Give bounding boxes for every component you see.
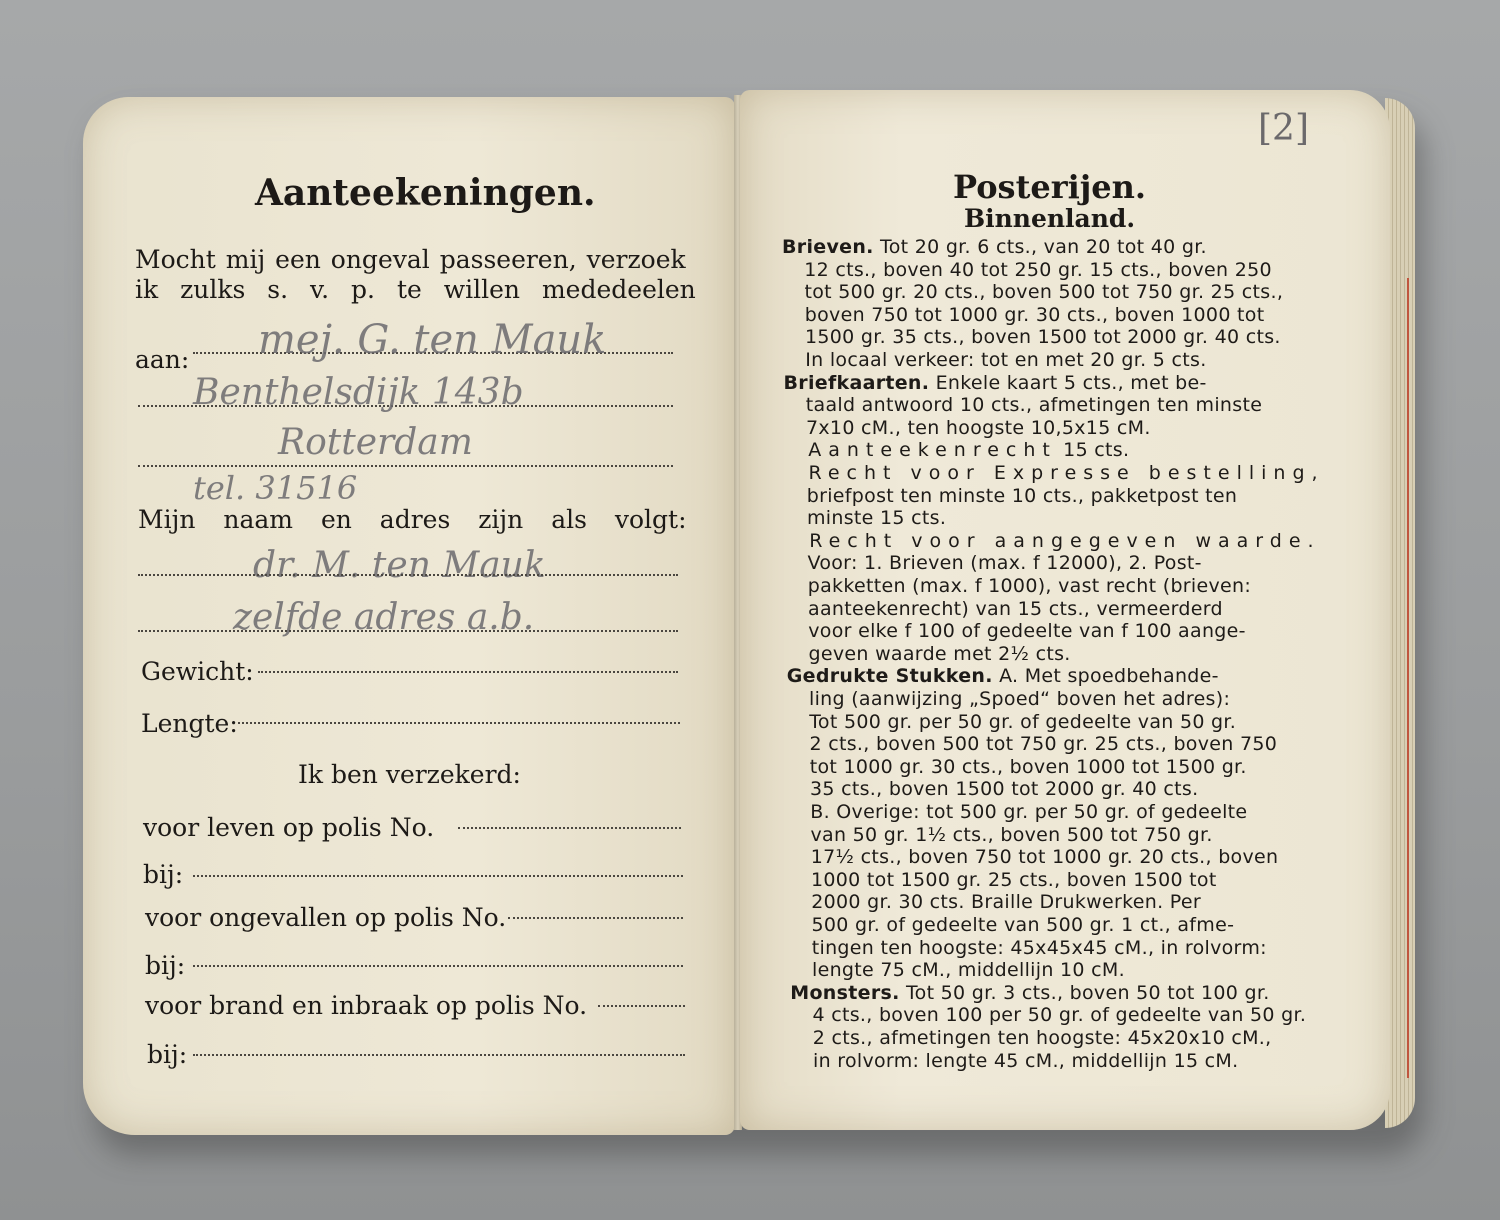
rate-text: tot 500 gr. 20 cts., boven 500 tot 750 gr. 25 cts., [804,281,1284,304]
naam-adres-label: Mijn naam en adres zijn als volgt: [138,505,687,534]
rate-text: 15 cts. [1056,439,1130,462]
rate-line [810,756,1247,778]
rate-text: boven 750 tot 1000 gr. 30 cts., boven 1000 tot [804,303,1265,326]
rate-text: ling (aanwijzing „Spoed“ boven het adres): [809,688,1231,710]
rate-text: 1000 tot 1500 gr. 25 cts., boven 1500 tot [811,868,1217,891]
rate-text: 7x10 cM., ten hoogste 10,5x15 cM. [806,416,1151,439]
rate-line [805,304,1265,326]
rate-text: A. Met spoedbehande- [992,665,1219,688]
rate-line [812,959,1125,981]
rate-heading: Briefkaarten. [783,371,930,394]
lengte-label: Lengte: [141,709,238,738]
lengte-line [238,722,680,724]
bij-label-3: bij: [147,1040,188,1069]
rate-line [809,711,1236,733]
rate-text: geven waarde met 2½ cts. [808,642,1071,665]
rate-line [808,552,1202,574]
ongevallen-label: voor ongevallen op polis No. [145,903,507,932]
handwritten-name: mej. G. ten Mauk [258,317,607,363]
rate-text: Voor: 1. Brieven (max. f 12000), 2. Post- [807,552,1202,575]
naam-line-1 [138,574,678,576]
rate-line [812,937,1267,959]
rate-heading: Brieven. [782,236,874,258]
naam-line-2 [138,630,678,632]
rate-text: Tot 50 gr. 3 cts., boven 50 tot 100 gr. [899,981,1270,1004]
rate-text: 2 cts., afmetingen ten hoogste: 45x20x10 cM., [812,1027,1272,1049]
rate-text: briefpost ten minste 10 cts., pakketpost ten [806,484,1238,507]
rate-line [808,620,1246,642]
rate-text: aanteekenrecht) van 15 cts., vermeerderd [808,597,1223,620]
rate-line [813,1027,1272,1049]
rate-line [782,236,1207,258]
rate-line [811,824,1213,846]
rate-line [805,349,1206,371]
rate-line [806,394,1262,416]
bij-line-1 [193,875,683,877]
rate-line [809,643,1071,665]
rate-text: tot 1000 gr. 30 cts., boven 1000 tot 1500 gr. [809,755,1247,778]
rate-line [811,891,1201,913]
aan-line-3 [138,465,673,467]
rate-line [813,1050,1238,1072]
rate-text: tingen ten hoogste: 45x45x45 cM., in rolvorm: [811,936,1267,959]
rate-text: In locaal verkeer: tot en met 20 gr. 5 cts. [805,349,1207,371]
rate-line [807,507,946,529]
rate-text: 500 gr. of gedeelte van 500 gr. 1 ct., afme- [811,914,1235,936]
rate-text: 2000 gr. 30 cts. Braille Drukwerken. Per [811,891,1201,914]
red-edge-line [1407,278,1409,1078]
rate-heading: Monsters. [790,981,900,1004]
rate-line [787,665,1219,687]
gewicht-line [258,671,678,673]
rate-line [811,869,1217,891]
rate-line [812,914,1235,936]
rate-text: 17½ cts., boven 750 tot 1000 gr. 20 cts., boven [810,846,1279,869]
verzekerd-label: Ik ben verzekerd: [298,760,521,789]
rate-text: 2 cts., boven 500 tot 750 gr. 25 cts., boven 750 [809,733,1278,756]
handwritten-city: Rotterdam [278,422,473,463]
rate-text: pakketten (max. f 1000), vast recht (brieven: [807,575,1252,597]
rate-line [807,485,1238,507]
left-title: Aanteekeningen. [255,172,596,214]
rate-spaced-heading: Aanteekenrecht [808,439,1057,462]
aan-label: aan: [135,345,190,374]
rate-text: van 50 gr. 1½ cts., boven 500 tot 750 gr. [810,823,1213,846]
rate-line [808,575,1251,597]
rate-line [784,372,1207,394]
intro-line-1: Mocht mij een ongeval passeeren, verzoek [135,245,686,274]
bij-label-1: bij: [143,860,184,889]
rate-line [804,259,1272,281]
rate-line [809,688,1230,710]
rate-heading: Gedrukte Stukken. [786,665,993,688]
left-page [83,97,735,1135]
brand-label: voor brand en inbraak op polis No. [145,991,588,1020]
handwritten-own-address: zelfde adres a.b. [233,597,535,638]
handwritten-own-name: dr. M. ten Mauk [253,545,546,586]
rate-text: Tot 20 gr. 6 cts., van 20 tot 40 gr. [873,236,1207,258]
rate-spaced-heading: Recht voor Expresse bestelling, [808,462,1325,484]
rate-text: lengte 75 cM., middellijn 10 cM. [812,959,1125,982]
rate-line [809,530,1320,552]
rate-line [805,326,1281,348]
rate-text: in rolvorm: lengte 45 cM., middellijn 15 cM. [813,1049,1239,1072]
rate-line [810,733,1278,755]
rate-line [808,439,1129,461]
leven-line [458,827,681,829]
rate-line [805,281,1284,303]
rate-spaced-heading: Recht voor aangegeven waarde. [809,529,1321,552]
right-subtitle: Binnenland. [964,204,1136,233]
handwritten-street: Benthelsdijk 143b [193,372,524,413]
right-page [740,90,1390,1130]
rate-text: minste 15 cts. [807,507,947,530]
brand-line [598,1005,685,1007]
intro-line-2: ik zulks s. v. p. te willen mededeelen [135,275,696,304]
bij-label-2: bij: [145,951,186,980]
rate-text: 12 cts., boven 40 tot 250 gr. 15 cts., boven 250 [804,258,1272,281]
rate-line [808,598,1223,620]
rate-text: 4 cts., boven 100 per 50 gr. of gedeelte van 50 gr. [812,1004,1307,1027]
ongevallen-line [508,917,683,919]
rate-line [809,462,1325,484]
right-title: Posterijen. [953,168,1147,206]
rate-text: taald antwoord 10 cts., afmetingen ten minste [805,394,1263,417]
rate-line [813,1004,1307,1026]
rate-text: B. Overige: tot 500 gr. per 50 gr. of gedeelte [810,801,1248,823]
rate-text: 35 cts., boven 1500 tot 2000 gr. 40 cts. [810,778,1199,801]
gewicht-label: Gewicht: [141,657,254,686]
bij-line-2 [193,965,683,967]
rate-line [810,801,1247,823]
rate-line [790,982,1269,1004]
rate-line [811,846,1279,868]
rate-line [810,778,1198,800]
rate-text: 1500 gr. 35 cts., boven 1500 tot 2000 gr. 40 cts. [805,326,1281,349]
handwritten-phone: tel. 31516 [193,469,358,507]
rate-text: Enkele kaart 5 cts., met be- [929,371,1207,394]
page-mark: [2] [1258,108,1309,149]
leven-label: voor leven op polis No. [143,813,435,842]
rate-line [806,417,1151,439]
rate-text: voor elke f 100 of gedeelte van f 100 aange- [808,620,1246,643]
rate-text: Tot 500 gr. per 50 gr. of gedeelte van 50 gr. [809,710,1237,733]
bij-line-3 [193,1054,685,1056]
